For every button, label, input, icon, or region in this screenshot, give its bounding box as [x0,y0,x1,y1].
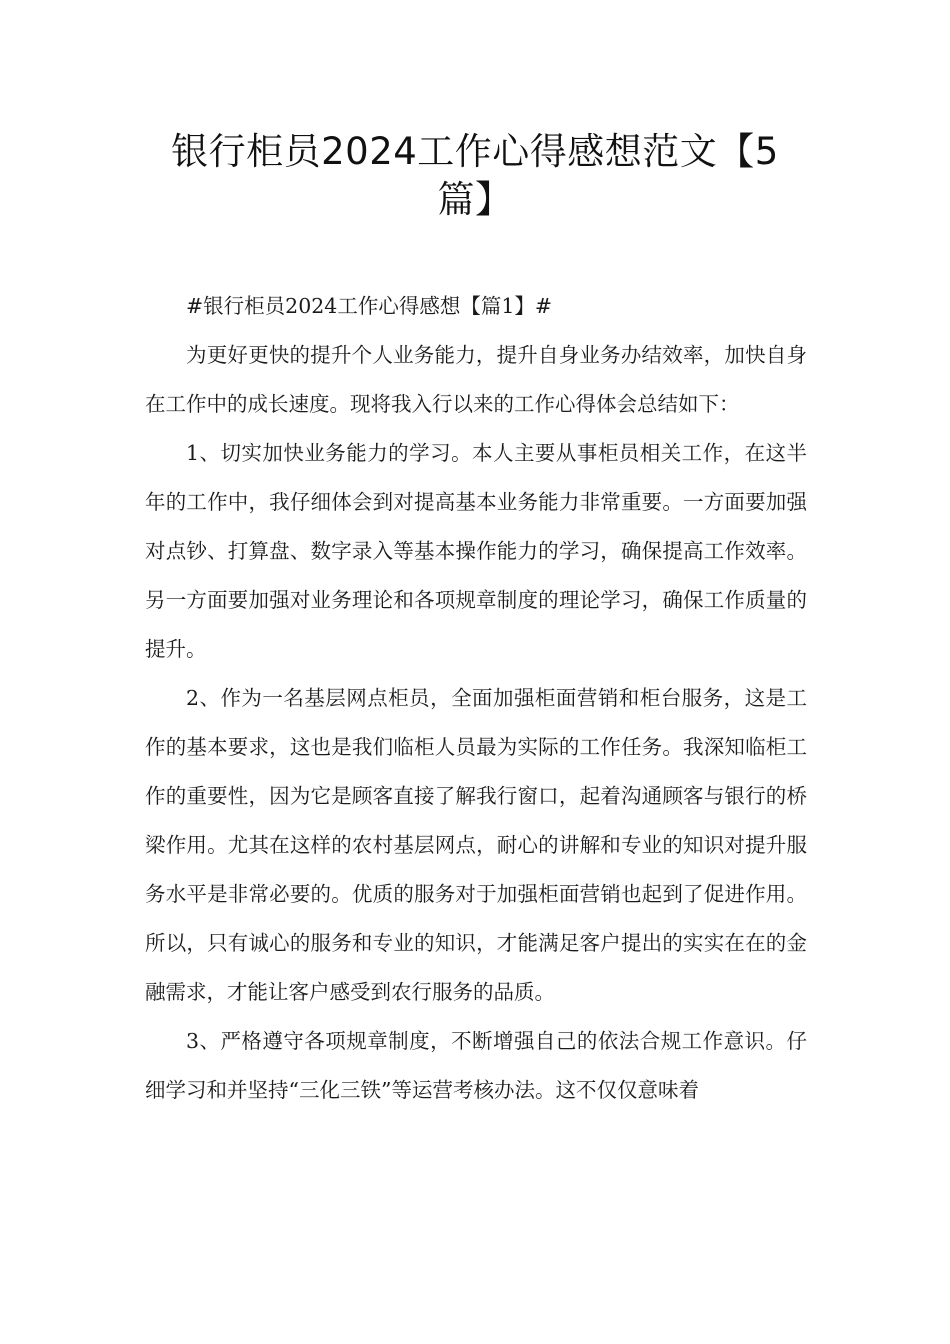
paragraph-intro: 为更好更快的提升个人业务能力，提升自身业务办结效率，加快自身在工作中的成长速度。现将我入行以来的工作心得体会总结如下： [145,343,807,416]
paragraph-point-2: 2、作为一名基层网点柜员，全面加强柜面营销和柜台服务，这是工作的基本要求，这也是我们临柜人员最为实际的工作任务。我深知临柜工作的重要性，因为它是顾客直接了解我行窗口，起着沟通顾客与银行的桥梁作用。尤其在这样的农村基层网点，耐心的讲解和专业的知识对提升服务水平是非常必要的。优质的服务对于加强柜面营销也起到了促进作用。所以，只有诚心的服务和专业的知识，才能满足客户提出的实实在在的金融需求，才能让客户感受到农行服务的品质。 [145,686,807,1004]
document-body [145,282,807,1115]
paragraph-point-3: 3、严格遵守各项规章制度，不断增强自己的依法合规工作意识。仔细学习和并坚持“三化三铁”等运营考核办法。这不仅仅意味着 [145,1029,807,1102]
section-heading: #银行柜员2024工作心得感想【篇1】# [186,294,553,318]
paragraph-point-1: 1、切实加快业务能力的学习。本人主要从事柜员相关工作，在这半年的工作中，我仔细体会到对提高基本业务能力非常重要。一方面要加强对点钞、打算盘、数字录入等基本操作能力的学习，确保提高工作效率。另一方面要加强对业务理论和各项规章制度的理论学习，确保工作质量的提升。 [145,441,807,661]
document-title: 银行柜员2024工作心得感想范文【5篇】 [171,130,779,221]
